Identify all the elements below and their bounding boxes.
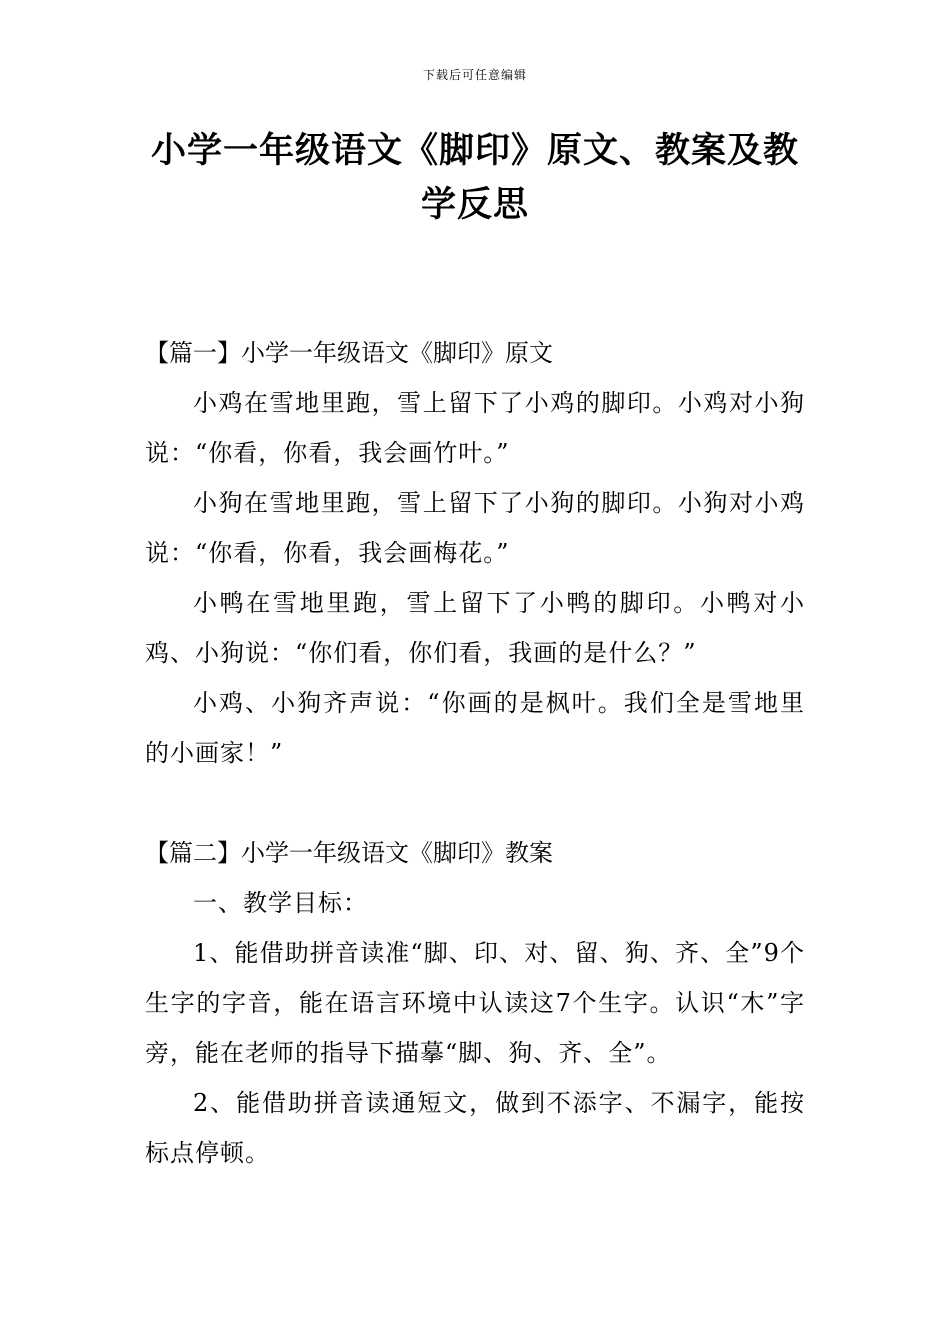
paragraph: 小鸭在雪地里跑，雪上留下了小鸭的脚印。小鸭对小鸡、小狗说：“你们看，你们看，我画的是什么？” [145,589,805,667]
section-original-text [145,328,805,778]
paragraph: 小鸡在雪地里跑，雪上留下了小鸡的脚印。小鸡对小狗说：“你看，你看，我会画竹叶。” [145,389,805,467]
document-body [145,328,805,1178]
section-lesson-plan [145,828,805,1178]
page-header-note: 下载后可任意编辑 [422,68,527,82]
paragraph: 小狗在雪地里跑，雪上留下了小狗的脚印。小狗对小鸡说：“你看，你看，我会画梅花。” [145,489,805,567]
paragraph: 1、能借助拼音读准“脚、印、对、留、狗、齐、全”9个生字的字音，能在语言环境中认读这7个生字。认识“木”字旁，能在老师的指导下描摹“脚、狗、齐、全”。 [145,939,805,1067]
paragraph: 小鸡、小狗齐声说：“你画的是枫叶。我们全是雪地里的小画家！” [145,689,805,767]
document-title: 小学一年级语文《脚印》原文、教案及教学反思 [150,131,799,225]
section-heading: 【篇二】小学一年级语文《脚印》教案 [145,839,553,867]
section-heading: 【篇一】小学一年级语文《脚印》原文 [145,339,553,367]
section-spacer [145,778,805,828]
paragraph: 2、能借助拼音读通短文，做到不添字、不漏字，能按标点停顿。 [145,1089,805,1167]
paragraph: 一、教学目标： [193,889,368,917]
